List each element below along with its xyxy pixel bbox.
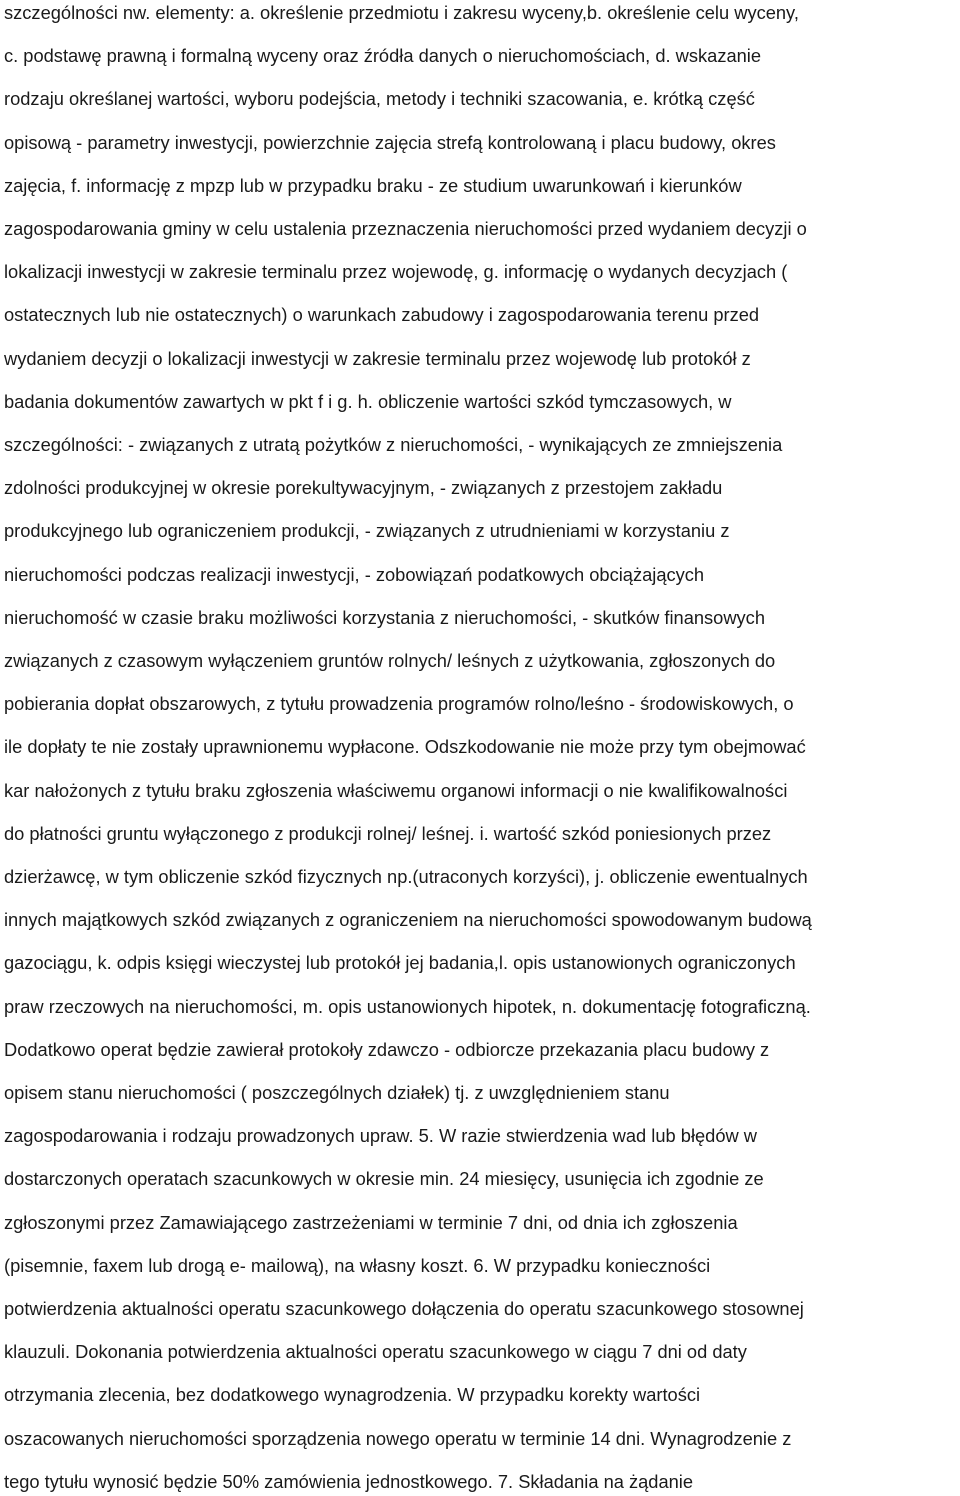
- text-line: nieruchomości podczas realizacji inwestycji, - zobowiązań podatkowych obciążających: [4, 563, 705, 585]
- text-line: kar nałożonych z tytułu braku zgłoszenia właściwemu organowi informacji o nie kwalifikowalności: [4, 779, 788, 801]
- text-line: tego tytułu wynosić będzie 50% zamówienia jednostkowego. 7. Składania na żądanie: [4, 1470, 694, 1492]
- text-line: Dodatkowo operat będzie zawierał protokoły zdawczo - odbiorcze przekazania placu budowy z: [4, 1038, 770, 1060]
- text-line: otrzymania zlecenia, bez dodatkowego wynagrodzenia. W przypadku korekty wartości: [4, 1384, 701, 1406]
- text-line: nieruchomość w czasie braku możliwości korzystania z nieruchomości, - skutków finansowych: [4, 606, 765, 628]
- text-line: praw rzeczowych na nieruchomości, m. opis ustanowionych hipotek, n. dokumentację fotograficzną.: [4, 995, 811, 1017]
- text-line: lokalizacji inwestycji w zakresie terminalu przez wojewodę, g. informację o wydanych decyzjach (: [4, 261, 788, 283]
- text-line: zgłoszonymi przez Zamawiającego zastrzeżeniami w terminie 7 dni, od dnia ich zgłoszenia: [4, 1211, 738, 1233]
- text-line: klauzuli. Dokonania potwierdzenia aktualności operatu szacunkowego w ciągu 7 dni od daty: [4, 1341, 747, 1363]
- text-line: zagospodarowania i rodzaju prowadzonych upraw. 5. W razie stwierdzenia wad lub błędów w: [4, 1125, 757, 1147]
- text-line: ile dopłaty te nie zostały uprawnionemu wypłacone. Odszkodowanie nie może przy tym obejmować: [4, 736, 806, 758]
- text-line: potwierdzenia aktualności operatu szacunkowego dołączenia do operatu szacunkowego stosownej: [4, 1298, 804, 1319]
- text-line: badania dokumentów zawartych w pkt f i g. h. obliczenie wartości szkód tymczasowych, w: [4, 390, 732, 412]
- text-line: wydaniem decyzji o lokalizacji inwestycji w zakresie terminalu przez wojewodę lub protokół z: [4, 347, 751, 369]
- text-line: dzierżawcę, w tym obliczenie szkód fizycznych np.(utraconych korzyści), j. obliczenie ewentualnych: [4, 866, 808, 887]
- text-line: oszacowanych nieruchomości sporządzenia nowego operatu w terminie 14 dni. Wynagrodzenie z: [4, 1427, 792, 1449]
- text-line: do płatności gruntu wyłączonego z produkcji rolnej/ leśnej. i. wartość szkód poniesionych przez: [4, 822, 772, 844]
- text-line: dostarczonych operatach szacunkowych w okresie min. 24 miesięcy, usunięcia ich zgodnie ze: [4, 1168, 764, 1190]
- text-line: opisem stanu nieruchomości ( poszczególnych działek) tj. z uwzględnieniem stanu: [4, 1082, 670, 1103]
- text-line: ostatecznych lub nie ostatecznych) o warunkach zabudowy i zagospodarowania terenu przed: [4, 304, 760, 326]
- text-line: gazociągu, k. odpis księgi wieczystej lub protokół jej badania,l. opis ustanowionych ograniczonych: [4, 952, 796, 974]
- text-line: szczególności: - związanych z utratą pożytków z nieruchomości, - wynikających ze zmniejszenia: [4, 434, 783, 455]
- text-line: (pisemnie, faxem lub drogą e- mailową), na własny koszt. 6. W przypadku konieczności: [4, 1254, 711, 1276]
- text-line: rodzaju określanej wartości, wyboru podejścia, metody i techniki szacowania, e. krótką część: [4, 88, 755, 110]
- text-line: szczególności nw. elementy: a. określenie przedmiotu i zakresu wyceny,b. określenie celu wyceny,: [4, 2, 799, 23]
- text-line: zagospodarowania gminy w celu ustalenia przeznaczenia nieruchomości przed wydaniem decyzji o: [4, 218, 807, 239]
- text-line: innych majątkowych szkód związanych z ograniczeniem na nieruchomości spowodowanym budową: [4, 909, 812, 931]
- text-line: pobierania dopłat obszarowych, z tytułu prowadzenia programów rolno/leśno - środowiskowych, o: [4, 693, 794, 715]
- text-line: c. podstawę prawną i formalną wyceny oraz źródła danych o nieruchomościach, d. wskazanie: [4, 45, 762, 67]
- text-line: zajęcia, f. informację z mpzp lub w przypadku braku - ze studium uwarunkowań i kierunków: [4, 174, 742, 196]
- text-line: opisową - parametry inwestycji, powierzchnie zajęcia strefą kontrolowaną i placu budowy, okres: [4, 131, 776, 153]
- text-line: związanych z czasowym wyłączeniem gruntów rolnych/ leśnych z użytkowania, zgłoszonych do: [4, 650, 776, 671]
- text-line: zdolności produkcyjnej w okresie porekultywacyjnym, - związanych z przestojem zakładu: [4, 477, 723, 499]
- text-line: produkcyjnego lub ograniczeniem produkcji, - związanych z utrudnieniami w korzystaniu z: [4, 520, 730, 542]
